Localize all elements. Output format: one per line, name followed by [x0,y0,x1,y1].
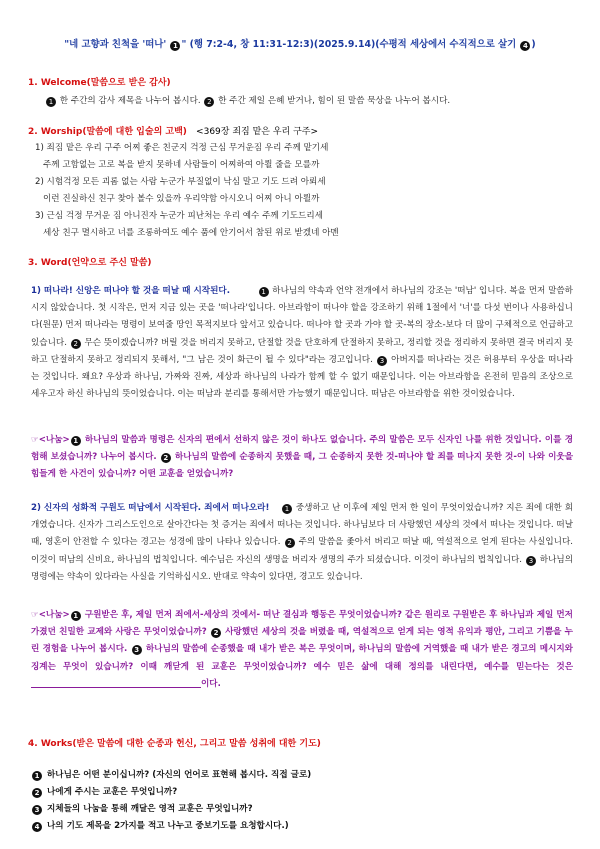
number-bullet-icon: 1 [71,436,81,446]
number-bullet-icon: 2 [204,97,214,107]
hymn-line: 3) 근심 걱정 무거운 짐 아니진자 누군가 피난처는 우리 예수 주께 기도드리세 [35,211,323,221]
number-bullet-icon: 1 [71,611,81,621]
number-bullet-icon: 2 [32,788,42,798]
number-bullet-icon: 2 [161,453,171,463]
number-bullet-icon: 1 [46,97,56,107]
answer-blank[interactable] [31,678,201,688]
works-item: 1 하나님은 어떤 분이십니까? (자신의 언어로 표현해 봅시다. 직접 글로) [31,768,311,781]
share-paragraph-2: ☞<나눔> 1 구원받은 후, 제일 먼저 죄에서-세상의 것에서- 떠난 결심과 행동은 무엇이었습니까? 같은 원리로 구원받은 후 하나님과 제일 먼저 가졌던 친밀한 교제와 사랑은 무엇이었습니까? 2 사랑했던 세상의 것을 버렸을 때, 역설적으로 얻게 되는 영적 유익과 평안, 그리고 기쁨을 누린 경험을 나누어 봅시다. 3 하나님의 말씀에 순종했을 때 내가 받은 복은 무엇이며, 하나님의 말씀에 거역했을 때 내가 받은 경고의 메시지와 징계는 무엇이 있습니까? 이때 깨닫게 된 교훈은 무엇이었습니까? 예수 믿은 삶에 대해 정의를 내린다면, 예수를 믿는다는 것은 이다. [31,610,573,689]
share-paragraph-1: ☞<나눔> 1 하나님의 말씀과 명령은 신자의 편에서 선하지 않은 것이 하나도 없습니다. 주의 말씀은 모두 신자인 나를 위한 것입니다. 이를 경험해 보셨습니까? 나누어 봅시다. 2 하나님의 말씀에 순종하지 못했을 때, 그 순종하지 못한 것-떠나야 할 죄를 떠나지 못한 것-이 나와 이웃을 힘들게 한 사건이 있습니까? 어떤 교훈을 얻었습니까? [31,435,574,480]
number-bullet-icon: 3 [526,556,536,566]
hymn-line: 이런 진실하신 친구 찾아 볼수 있을까 우리약함 아시오니 어찌 아니 아뢸까 [43,194,320,204]
number-bullet-icon: 2 [285,538,295,548]
title-end: ) [531,39,536,50]
number-bullet-icon: 3 [132,645,142,655]
number-bullet-icon: 4 [32,822,42,832]
number-bullet-icon: 3 [32,805,42,815]
hymn-title: <369장 죄짐 맡은 우리 구주> [196,127,318,137]
title-main: "네 고향과 친척을 '떠나' [64,39,167,50]
word-paragraph-2: 2) 신자의 성화적 구원도 떠남에서 시작된다. 죄에서 떠나오라! 1 중생하고 난 이후에 제일 먼저 한 일이 무엇이었습니까? 지은 죄에 대한 회개였습니다. 신자가 그리스도인으로 살아간다는 첫 증거는 죄에서 떠나는 것입니다. 하나님보다 더 사랑했던 세상의 것에서 떠나는 것입니다. 떠날 때, 영혼이 안전할 수 있다는 경고는 성경에 많이 나타나 있습니다. 2 주의 말씀을 좇아서 버리고 떠날 때, 역설적으로 얻게 된다는 사실입니다. 이것이 떠남의 신비요, 하나님의 법칙입니다. 예수님은 자신의 생명을 버리자 생명의 주가 되셨습니다. 이것이 하나님의 법칙입니다. 3 하나님의 명령에는 약속이 있다라는 사실을 기억하십시오. 반대로 약속이 있다면, 경고도 있습니다. [31,503,573,582]
works-item: 2 나에게 주시는 교훈은 무엇입니까? [31,785,177,798]
number-bullet-icon: 2 [211,628,221,638]
number-bullet-icon: 2 [71,339,81,349]
section-word-heading: 3. Word(언약으로 주신 말씀) [28,258,152,268]
section-welcome-heading: 1. Welcome(말씀으로 받은 감사) [28,78,171,88]
hymn-line: 2) 시험걱정 모든 괴롬 없는 사람 누군가 부질없이 낙심 말고 기도 드려 아뢰세 [35,177,326,187]
page-title [0,36,600,51]
hymn-line: 1) 죄짐 맡은 우리 구주 어찌 좋은 친군지 걱정 근심 무거운짐 우리 주께 맡기세 [35,143,329,153]
section-worship-heading: 2. Worship(말씀에 대한 입술의 고백) <369장 죄짐 맡은 우리 구주> [28,127,318,137]
number-bullet-icon: 1 [32,771,42,781]
hymn-line: 세상 친구 멸시하고 너를 조롱하여도 예수 품에 안기어서 참된 위로 받겠네 아멘 [43,228,339,238]
paragraph-lead: 2) 신자의 성화적 구원도 떠남에서 시작된다. 죄에서 떠나오라! [31,503,270,513]
number-bullet-icon: 1 [259,287,269,297]
works-item: 4 나의 기도 제목을 2가지를 적고 나누고 중보기도를 요청합시다.) [31,819,289,832]
welcome-text: 1 한 주간의 감사 제목을 나누어 봅시다. 2 한 주간 제일 은혜 받거나, 힘이 된 말씀 묵상을 나누어 봅시다. [45,94,450,107]
title-rest: " (행 7:2-4, 창 11:31-12:3)(2025.9.14)(수평적 세상에서 수직적으로 살기 [181,39,520,50]
section-works-heading: 4. Works(받은 말씀에 대한 순종과 헌신, 그리고 말씀 성취에 대한 기도) [28,739,321,749]
number-bullet-icon: 1 [170,41,180,51]
hymn-line: 주께 고함없는 고로 복을 받지 못하네 사람들이 어찌하여 아뢸 줄을 모를까 [43,160,320,170]
number-bullet-icon: 3 [377,356,387,366]
word-paragraph-1: 1) 떠나라! 신앙은 떠나야 할 것을 떠날 때 시작된다. 1 하나님의 약속과 언약 전개에서 하나님의 강조는 '떠남' 입니다. 복을 먼저 말씀하시지 않았습니다. 첫 시작은, 먼저 지금 있는 곳을 '떠나라'입니다. 아브라함이 떠나야 할을 강조하기 위해 1절에서 '너'를 다섯 번이나 사용하십니다(원문) 먼저 떠나라는 명령이 보여줄 땅인 목적지보다 앞서고 있습니다. 떠나야 할 곳과 가야 할 곳-복의 장소-보다 더 많이 구체적으로 언급하고 있습니다. 2 무슨 뜻이겠습니까? 버릴 것을 버리지 못하고, 단절할 것을 단호하게 단절하지 못하고, 정리할 것을 정리하지 못하면 결국 버리지 못하고 단절하지 못하고 정리되지 못해서, "그 남은 것이 화근이 될 수 있다"라는 경고입니다. 3 아버지를 떠나라는 것은 허용부터 우상을 떠나라는 것입니다. 왜요? 우상과 하나님, 가짜와 진짜, 세상과 하나님의 나라가 함께 할 수 없기 때문입니다. 이는 아브라함을 온전히 믿음의 조상으로 세우고자 하신 하나님의 뜻이었습니다. 이는 떠남과 분리를 통해서만 가능했기 때문입니다. 떠남은 아브라함을 위한 것이었습니다. [31,286,573,400]
number-bullet-icon: 1 [282,504,292,514]
number-bullet-icon: 4 [520,41,530,51]
works-item: 3 지체들의 나눔을 통해 깨달은 영적 교훈은 무엇입니까? [31,802,253,815]
paragraph-lead: 1) 떠나라! 신앙은 떠나야 할 것을 떠날 때 시작된다. [31,286,230,296]
